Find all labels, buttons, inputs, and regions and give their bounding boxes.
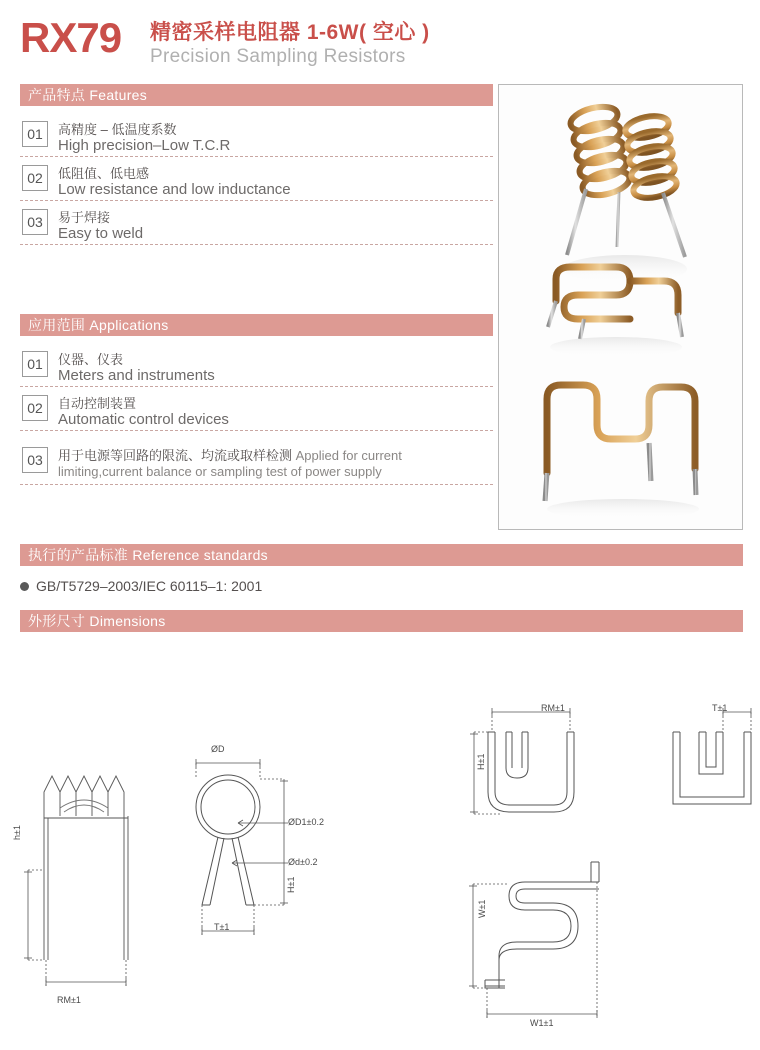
- section-bar-dimensions: [20, 610, 743, 632]
- dimension-label-w11: W1±1: [530, 1018, 554, 1028]
- feature-text-en-01: High precision–Low T.C.R: [58, 137, 231, 154]
- dimension-label-h1: h±1: [12, 825, 22, 840]
- application-text-en-03: limiting,current balance or sampling test of power supply: [58, 464, 382, 479]
- feature-text-en-02: Low resistance and low inductance: [58, 181, 291, 198]
- drawing-loop-front-view: [180, 745, 400, 1005]
- drawing-u-shape-view: [462, 696, 622, 856]
- standards-bar-en: Reference standards: [132, 547, 268, 563]
- drawing-coil-side-view: [14, 730, 184, 1050]
- application-text-cn-01: 仪器、仪表: [58, 352, 124, 367]
- application-item-03: [20, 443, 493, 485]
- dimension-label-h2: H±1: [286, 876, 296, 893]
- feature-item-01: [20, 117, 493, 157]
- dimension-label-w1: W±1: [477, 899, 487, 918]
- section-bar-features: [20, 84, 493, 106]
- feature-number-02: 02: [22, 165, 48, 191]
- dimension-label-h3: H±1: [476, 753, 486, 770]
- dimensions-bar-en: Dimensions: [89, 613, 166, 629]
- application-text-en-01: Meters and instruments: [58, 367, 215, 384]
- feature-item-03: [20, 205, 493, 245]
- page-header: [0, 0, 760, 78]
- applications-bar-en: Applications: [89, 317, 169, 333]
- dimension-label-t1: T±1: [214, 922, 230, 932]
- page-title-en: Precision Sampling Resistors: [150, 46, 406, 67]
- application-number-01: 01: [22, 351, 48, 377]
- section-bar-standards: [20, 544, 743, 566]
- features-bar-cn: 产品特点: [28, 87, 86, 103]
- application-text-cn-03-tail: Applied for current: [295, 448, 402, 463]
- drawing-bracket-view: [655, 696, 760, 836]
- product-photo-panel: [498, 84, 743, 530]
- application-text-cn-03: [58, 445, 402, 464]
- dimension-label-rm2: RM±1: [541, 703, 565, 713]
- drawing-s-shape-view: [465, 848, 685, 1038]
- application-item-02: [20, 391, 493, 431]
- feature-text-cn-03: 易于焊接: [58, 210, 111, 225]
- dimension-label-phi-d1: ØD1±0.2: [288, 817, 324, 827]
- standards-value-row: [20, 578, 262, 594]
- feature-number-01: 01: [22, 121, 48, 147]
- application-item-01: [20, 347, 493, 387]
- application-text-cn-02: 自动控制装置: [58, 396, 137, 411]
- dimension-label-t2: T±1: [712, 703, 728, 713]
- applications-bar-cn: 应用范围: [28, 317, 86, 333]
- dimensions-bar-cn: 外形尺寸: [28, 613, 86, 629]
- dimensions-drawings: [0, 640, 760, 1028]
- model-code: RX79: [20, 14, 122, 61]
- feature-text-en-03: Easy to weld: [58, 225, 144, 242]
- standards-bar-cn: 执行的产品标准: [28, 547, 129, 563]
- application-number-02: 02: [22, 395, 48, 421]
- application-number-03: 03: [22, 447, 48, 473]
- feature-number-03: 03: [22, 209, 48, 235]
- application-text-en-02: Automatic control devices: [58, 411, 229, 428]
- feature-text-cn-02: 低阻值、低电感: [58, 166, 150, 181]
- page-title-cn: 精密采样电阻器 1-6W( 空心 ): [150, 21, 430, 44]
- feature-text-cn-01: 高精度 – 低温度系数: [58, 122, 177, 137]
- features-bar-en: Features: [89, 87, 148, 103]
- dimension-label-rm1: RM±1: [57, 995, 81, 1005]
- dimension-label-phi-dd: Ød±0.2: [288, 857, 318, 867]
- section-bar-applications: [20, 314, 493, 336]
- feature-item-02: [20, 161, 493, 201]
- dimension-label-phi-d: ØD: [211, 744, 225, 754]
- application-text-cn-03-main: 用于电源等回路的限流、均流或取样检测: [58, 448, 293, 463]
- product-photo-illustration: [499, 85, 742, 529]
- bullet-icon: [20, 582, 29, 591]
- standards-value: GB/T5729–2003/IEC 60115–1: 2001: [36, 578, 263, 594]
